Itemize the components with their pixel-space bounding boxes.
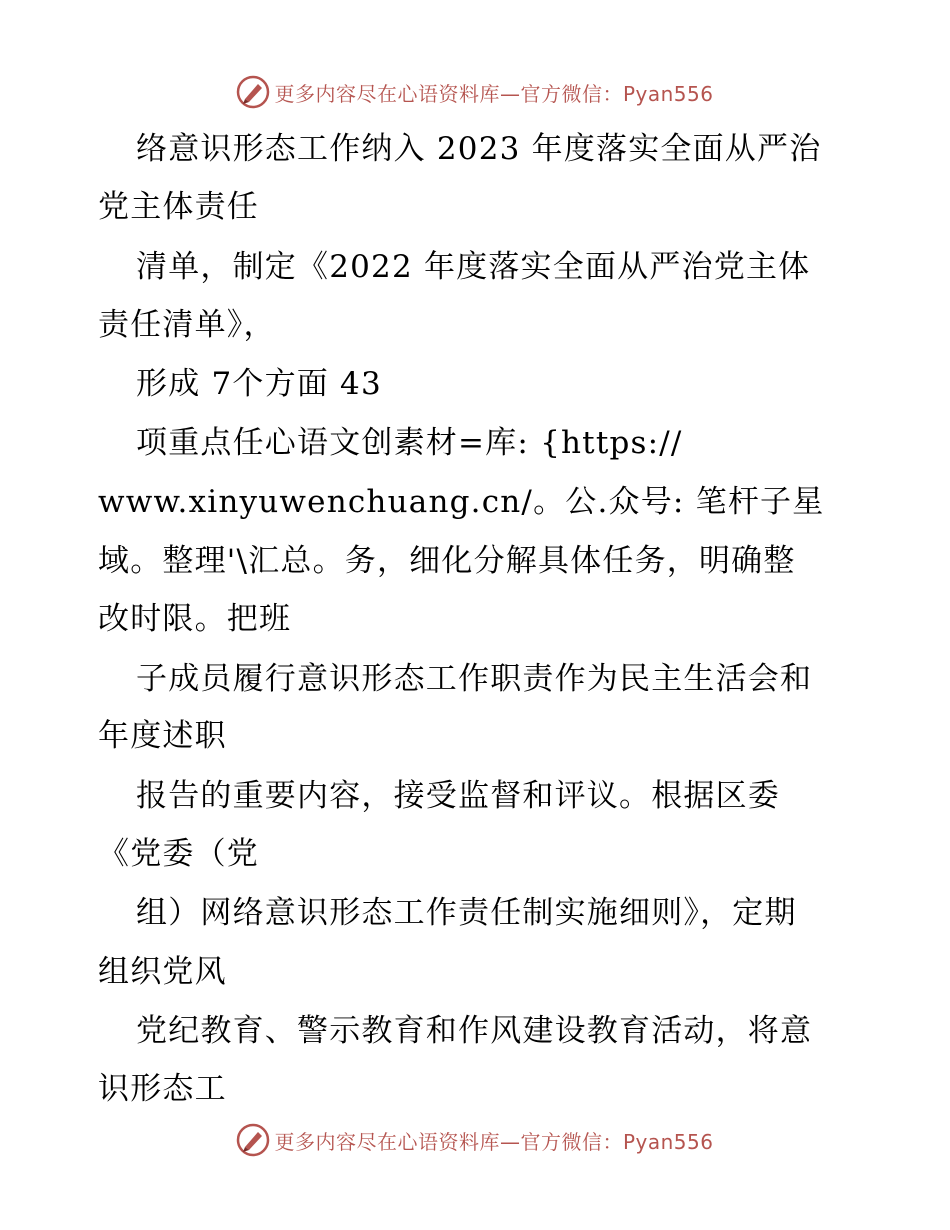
text-line: 报告的重要内容，接受监督和评议。根据区委 [136,778,780,814]
banner-text: 更多内容尽在心语资料库—官方微信：Pyan556 [274,81,714,106]
text-line: 清单，制定《2022 年度落实全面从严治党主体 [136,249,811,285]
text-line: 子成员履行意识形态工作职责作为民主生活会和 [136,661,813,697]
text-line: www.xinyuwenchuang.cn/。公.众号: 笔杆子星 [98,484,825,520]
footer-banner [0,1120,950,1160]
text-line: 组织党风 [98,954,227,990]
text-line: 年度述职 [98,718,227,754]
banner-text: 更多内容尽在心语资料库—官方微信：Pyan556 [274,1129,714,1154]
text-line: 党纪教育、警示教育和作风建设教育活动，将意 [136,1013,813,1049]
pen-logo-icon [236,1123,270,1157]
text-line: 责任清单》， [98,307,276,343]
text-line: 《党委（党 [98,836,259,872]
header-banner [0,72,950,112]
text-line: 项重点任心语文创素材=库: {https:// [136,425,683,461]
pen-logo-icon [236,75,270,109]
text-line: 络意识形态工作纳入 2023 年度落实全面从严治 [136,131,822,167]
text-line: 党主体责任 [98,189,259,225]
text-line: 组）网络意识形态工作责任制实施细则》，定期 [136,895,797,931]
text-line: 域。整理'\汇总。务，细化分解具体任务，明确整 [98,543,796,579]
text-line: 改时限。把班 [98,601,292,637]
text-line: 识形态工 [98,1071,227,1107]
text-line: 形成 7个方面 43 [136,366,382,402]
